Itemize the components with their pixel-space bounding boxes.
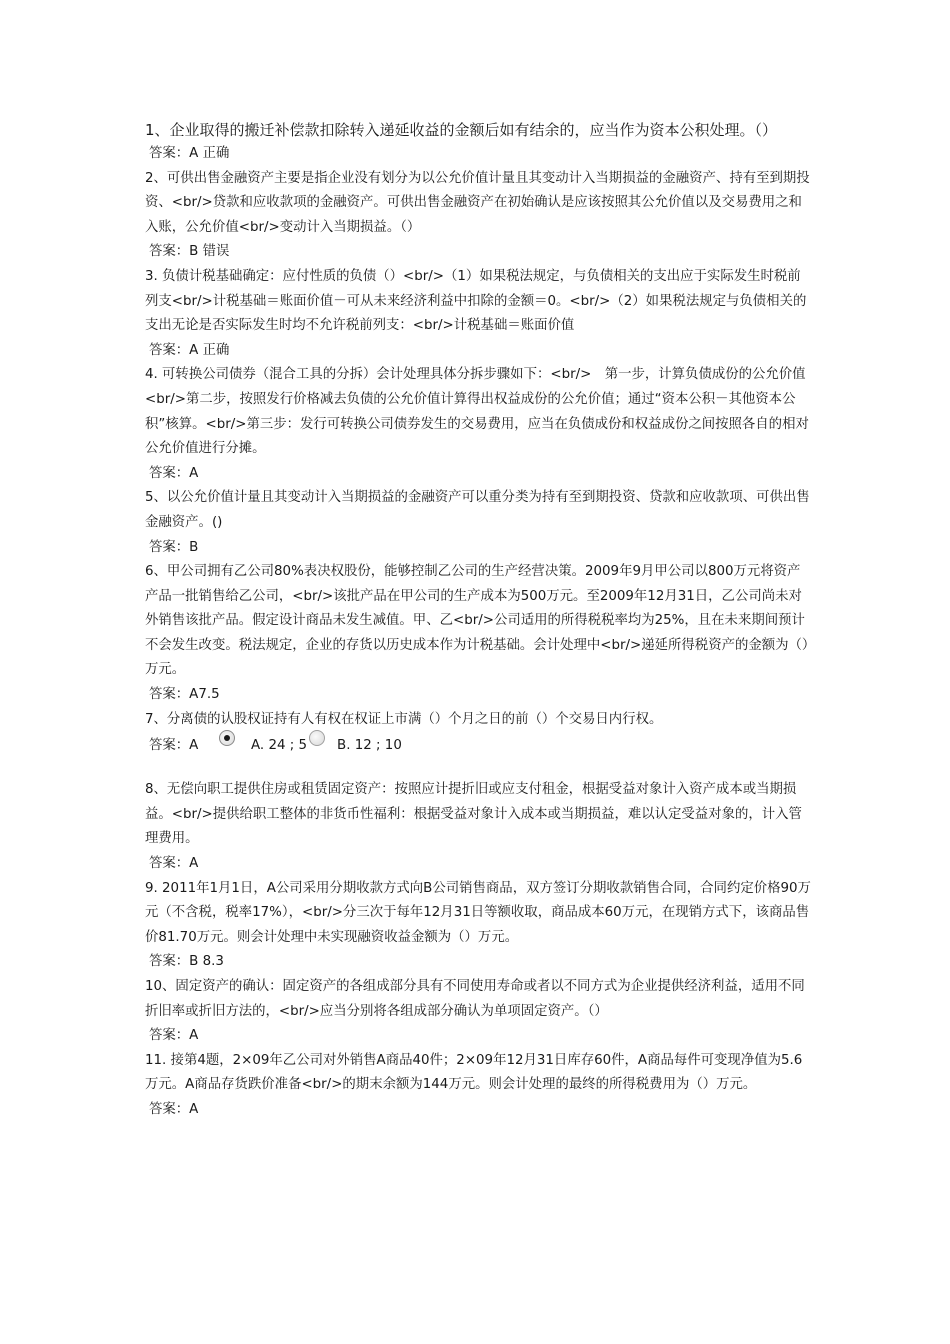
option-b-label: B. 12 ; 10 bbox=[337, 738, 402, 754]
question-9: 9. 2011年1月1日，A公司采用分期收款方式向B公司销售商品，双方签订分期收款销售合同，合同约定价格90万元（不含税，税率17%），<br/>分三次于每年12月31日等额收取，商品成本60万元，在现销方式下，该商品售价81.70万元。则会计处理中未实现融资收益金额为（）万元。 bbox=[145, 880, 811, 945]
answer-2: 答案：B 错误 bbox=[149, 244, 230, 260]
answer-11: 答案：A bbox=[149, 1101, 199, 1117]
answer-6: 答案：A7.5 bbox=[149, 687, 220, 703]
question-10: 10、固定资产的确认：固定资产的各组成部分具有不同使用寿命或者以不同方式为企业提供经济利益，适用不同折旧率或折旧方法的，<br/>应当分别将各组成部分确认为单项固定资产。（） bbox=[145, 979, 805, 1019]
option-a-label: A. 24 ; 5 bbox=[251, 738, 308, 754]
question-list bbox=[145, 118, 813, 1123]
answer-10: 答案：A bbox=[149, 1028, 199, 1044]
answer-8: 答案：A bbox=[149, 856, 199, 872]
answer-3: 答案：A 正确 bbox=[149, 342, 230, 358]
question-4: 4. 可转换公司债券（混合工具的分拆）会计处理具体分拆步骤如下：<br/> 第一步，计算负债成份的公允价值<br/>第二步，按照发行价格减去负债的公允价值计算得出权益成份的公允价值；通过“资本公积－其他资本公积”核算。<br/>第三步：发行可转换公司债券发生的交易费用，应当在负债成份和权益成份之间按照各自的相对公允价值进行分摊。 bbox=[145, 367, 809, 457]
question-6: 6、甲公司拥有乙公司80%表决权股份，能够控制乙公司的生产经营决策。2009年9月甲公司以800万元将资产产品一批销售给乙公司，<br/>该批产品在甲公司的生产成本为500万元。至2009年12月31日，乙公司尚未对外销售该批产品。假定设计商品未发生减值。甲、乙<br/>公司适用的所得税税率均为25%，且在未来期间预计不会发生改变。税法规定，企业的存货以历史成本作为计税基础。会计处理中<br/>递延所得税资产的金额为（）万元。 bbox=[145, 564, 809, 678]
question-2: 2、可供出售金融资产主要是指企业没有划分为以公允价值计量且其变动计入当期损益的金融资产、持有至到期投资、<br/>贷款和应收款项的金融资产。可供出售金融资产在初始确认是应该按照其公允价值以及交易费用之和入账，公允价值<br/>变动计入当期损益。（） bbox=[145, 170, 810, 235]
question-5: 5、以公允价值计量且其变动计入当期损益的金融资产可以重分类为持有至到期投资、贷款和应收款项、可供出售金融资产。() bbox=[145, 490, 810, 530]
radio-option-b[interactable] bbox=[309, 730, 325, 746]
question-8: 8、无偿向职工提供住房或租赁固定资产：按照应计提折旧或应支付租金，根据受益对象计入资产成本或当期损益。<br/>提供给职工整体的非货币性福利：根据受益对象计入成本或当期损益，难以认定受益对象的，计入管理费用。 bbox=[145, 782, 802, 847]
question-7: 7、分离债的认股权证持有人有权在权证上市满（）个月之日的前（）个交易日内行权。 bbox=[145, 711, 663, 727]
question-1: 1、企业取得的搬迁补偿款扣除转入递延收益的金额后如有结余的，应当作为资本公积处理。（） bbox=[145, 121, 778, 139]
answer-5: 答案：B bbox=[149, 539, 199, 555]
answer-4: 答案：A bbox=[149, 465, 199, 481]
radio-option-a[interactable] bbox=[219, 730, 235, 746]
question-3: 3. 负债计税基础确定：应付性质的负债（）<br/>（1）如果税法规定，与负债相关的支出应于实际发生时税前列支<br/>计税基础＝账面价值－可从未来经济利益中扣除的金额＝0。<br/>（2）如果税法规定与负债相关的支出无论是否实际发生时均不允许税前列支：<br/>计税基础＝账面价值 bbox=[145, 268, 807, 334]
answer-7-options bbox=[145, 734, 813, 758]
answer-1: 答案：A 正确 bbox=[149, 146, 230, 161]
question-11: 11. 接第4题，2×09年乙公司对外销售A商品40件；2×09年12月31日库存60件，A商品每件可变现净值为5.6万元。A商品存货跌价准备<br/>的期末余额为144万元。则会计处理的最终的所得税费用为（）万元。 bbox=[145, 1052, 803, 1093]
answer-7: 答案：A bbox=[149, 738, 199, 754]
answer-9: 答案：B 8.3 bbox=[149, 954, 224, 970]
